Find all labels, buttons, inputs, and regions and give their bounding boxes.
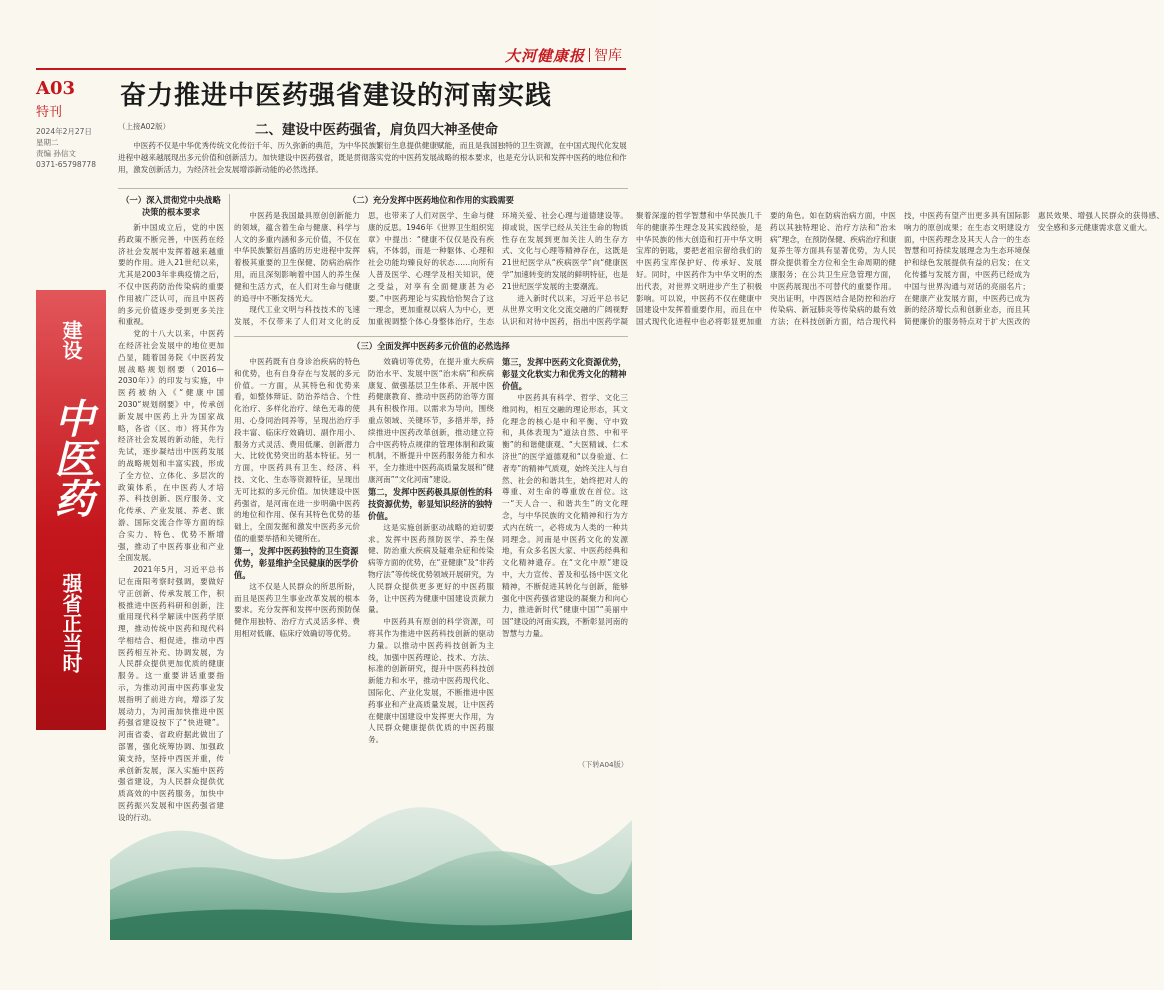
section-divider: [234, 336, 628, 337]
column-section-3a: [234, 356, 360, 756]
section-2-para-1: 中医药是我国最具原创创新能力的领域，蕴含着生命与健康、科学与人文的多重内涵和多元价值，不仅在中华民族繁衍昌盛的历史进程中发挥着极其重要的卫生保健、防病治病作用，而且深刻影响着中国人的养生保健和生活方式，在人们对生命与健康的追寻中不断发扬光大。: [234, 211, 360, 303]
section-3-sub1-heading: 第一，发挥中医药独特的卫生资源优势，彰显维护全民健康的医学价值。: [234, 545, 359, 580]
section-3-para-3: 中医药具有原创的科学资源，可将其作为推进中医药科技创新的驱动力量。以推动中医药科技创新为主线，加强中医药理论、技术、方法、标准的创新研究，提升中医药科技创新能力和水平，推动中医药现代化、国际化、产业化发展，不断推进中医药事业和产业高质量发展，让中医药在健康中国建设中发挥更大作用，为人民群众健康提供优质的中医药服务。: [368, 617, 494, 745]
masthead: [505, 44, 622, 66]
column-section-2: [234, 210, 1164, 334]
section-2-para-2: 现代工业文明与科技技术的飞速发展，不仅带来了人们对文化的反思，也带来了人们对医学、生命与健康的反思。1946年《世界卫生组织宪章》中提出：“健康不仅仅是没有疾病，不体弱，而是一种躯体、心理和社会功能均臻良好的状态……向所有人普及医学、心理学及相关知识，使之受益，对享有全面健康甚为必要。”中医药理论与实践恰恰契合了这一理念，更加重视以病人为中心，更加重视调整个体心身整体治疗，生态环境关爱、社会心理与道德建设等。抑或说，医学已经从关注生命的物质性存在发展到更加关注人的生存方式、文化与心理等精神存在，这既是21世纪医学从“疾病医学”向“健康医学”加速转变的发展的鲜明特征，也是21世纪医学发展的主要潮流。: [234, 211, 628, 327]
section-1-para-1: 新中国成立后，党的中医药政策不断完善，中医药在经济社会发展中发挥着越来越重要的作用。进入21世纪以来，尤其是2003年非典疫情之后，不仅中医药防治传染病的重要作用被广泛认可，而且中医药的多元价值逐步受到更多关注和重视。: [118, 223, 224, 327]
intro-divider: [118, 188, 628, 189]
section-3-sub3-heading: 第三，发挥中医药文化资源优势，彰显文化软实力和优秀文化的精神价值。: [502, 357, 627, 391]
section-3-sub1-text: 这不仅是人民群众的所思所盼，而且是医药卫生事业改革发展的根本要求。充分发挥和发挥中医药预防保健作用独特、治疗方式灵活多样、费用相对低廉、临床疗效确切等优势。: [234, 581, 360, 638]
page-number: A03: [36, 78, 76, 99]
issue-meta: [36, 126, 106, 170]
masthead-divider: [589, 48, 590, 62]
column-divider: [229, 194, 230, 754]
banner-calligraphy: 中医药: [48, 398, 95, 518]
column-section-3b: [368, 356, 494, 756]
continued-to-note: （下转A04版）: [577, 760, 628, 769]
issue-editor: 责编 孙信文: [36, 149, 76, 158]
banner-top-text: 建设: [59, 320, 83, 360]
section-2-heading: （二）充分发挥中医药地位和作用的实践需要: [348, 195, 514, 205]
page-title: 奋力推进中医药强省建设的河南实践: [120, 81, 553, 111]
section-1-heading: （一）深入贯彻党中央战略决策的根本要求: [121, 195, 221, 217]
section-3-heading: （三）全面发挥中医药多元价值的必然选择: [352, 341, 510, 351]
edition-label: 特刊: [36, 105, 63, 120]
section-3-para-1: 中医药既有自身诊治疾病的特色和优势，也有自身存在与发展的多元价值。一方面，从其特色和优势来看，如整体辩证、防治养结合、个性化治疗、多样化治疗、绿色无毒的使用、心身同治同养等，呈现出治疗手段丰富、临床疗效确切、副作用小、服务方式灵活、费用低廉、创新潜力大、比较优势突出的基本特征。另一方面，中医药具有卫生、经济、科技、文化、生态等资源特征，呈现出无可比拟的多元价值。加快建设中医药强省，是河南在进一步明确中医药的地位和作用、保有其特色优势的基础上，全面发掘和激发中医药多元价值的重要举措和关键所在。: [234, 357, 360, 543]
section-subtitle: 二、建设中医药强省，肩负四大神圣使命: [255, 122, 498, 138]
continued-from-note: （上接A02版）: [118, 122, 171, 131]
issue-phone: 0371-65798778: [36, 160, 96, 169]
section-1-para-3: 2021年5月，习近平总书记在南阳考察时强调，要做好守正创新、传承发展工作，积极推进中医药科研和创新，注重用现代科学解读中医药学原理，推动传统中医药和现代科学相结合、相促进，推动中西医药相互补充、协调发展，为人民群众提供更加优质的健康服务。这一重要讲话重要指示，为推动河南中医药事业发展指明了前进方向，增添了发展动力，为河南加快推进中医药强省建设按下了“快进键”。河南省委、省政府据此做出了部署，强化统筹协调、加强政策支持，坚持中西医并重，传承创新发展，深入实施中医药强省建设，为人民群众提供优质高效的中医药服务，加快中医药振兴发展和中医药强省建设的行动。: [118, 565, 224, 822]
issue-weekday: 星期二: [36, 138, 59, 147]
issue-date: 2024年2月27日: [36, 127, 92, 136]
section-3-para-2: 效确切等优势，在提升重大疾病防治水平、发展中医“治未病”和疾病康复、做强基层卫生体系、开展中医药健康教育、推动中医药防治等方面具有积极作用。以需求为导向，围绕重点领域、关键环节，多措并举，持续推进中医药改革创新，推动建立符合中医药特点规律的管理体制和政策机制，不断提升中医药服务能力和水平，全力推进中医药高质量发展和“健康河南”“文化河南”建设。: [368, 357, 494, 484]
masthead-section: 智库: [594, 48, 623, 64]
column-section-3c: [502, 356, 628, 756]
section-3-sub2-text: 这是实施创新驱动战略的迫切要求。发挥中医药预防医学、养生保健、防治重大疾病及疑难杂症和传染病等方面的优势，在“亚健康”及“非药物疗法”等传统优势领域开展研究，为人民群众提供更多更好的中医药服务，让中医药为健康中国建设贡献力量。: [368, 522, 494, 615]
section-2-para-3: 进入新时代以来，习近平总书记从世界文明文化交流交融的广阔视野认识和对待中医药，指出中医药学凝聚着深邃的哲学智慧和中华民族几千年的健康养生理念及其实践经验，是中华民族的伟大创造和打开中华文明宝库的钥匙，要把老祖宗留给我们的中医药宝库保护好、传承好、发展好。同时，中医药作为中华文明的杰出代表，对世界文明进步产生了积极影响。可以说，中医药不仅在健康中国建设中发挥着重要作用，而且在中国式现代化进程中也必将彰显更加重要的角色。如在防病治病方面，中医药以其独特理论、治疗方法和“治未病”理念，在预防保健、疾病治疗和康复养生等方面具有显著优势，为人民群众提供着全方位和全生命周期的健康服务；在公共卫生应急管理方面，中医药展现出不可替代的重要作用。突出证明，中西医结合是防控和治疗传染病、新冠肺炎等传染病的最有效方法；在科技创新方面，结合现代科技，中医药有望产出更多具有国际影响力的原创成果；在生态文明建设方面，中医药理念及其天人合一的生态智慧和可持续发展理念为生态环境保护和绿色发展提供有益的启发；在文化传播与发展方面，中医药已经成为中国与世界沟通与对话的亮丽名片；在健康产业发展方面，中医药已成为新的经济增长点和创新业态，而且其简便廉价的服务特点对于扩大医改的惠民效果、增强人民群众的获得感、安全感和多元健康需求意义重大。: [502, 211, 1164, 327]
landscape-illustration: [110, 750, 632, 940]
left-rail: [36, 70, 106, 930]
section-3-sub3-text: 中医药具有科学、哲学、文化三维同构，相互交融的理论形态，其文化理念的核心是中和平衡、守中致和，具体表现为“道法自然、中和平衡”的和谐健康观、“大医精诚、仁术济世”的医学道德观和“以身验道、仁者寿”的精神气质观，始终关注人与自然、社会的和谐共生，始终把对人的尊重、对生命的尊重放在首位。这一“天人合一、和谐共生”的文化理念，与中华民族的文化精神和行为方式内在统一，必将成为人类的一种共同理念。河南是中医药文化的发源地，有众多名医大家、中医药经典和文化精神遗存。在“文化中原”建设中，大力宣传、普及和弘扬中医文化精神，不断促进其转化与创新，能够强化中医药强省建设的凝聚力和向心力，推进新时代“健康中国”“美丽中国”建设的河南实践，不断彰显河南的智慧与力量。: [502, 393, 628, 638]
column-section-1: [118, 194, 224, 822]
intro-paragraph: 中医药不仅是中华优秀传统文化传衍千年、历久弥新的典范，为中华民族繁衍生息提供健康赋能，而且是我国独特的卫生资源，在中国式现代化发展进程中越来越展现出多元价值和创新活力。加快建设中医药强省，既是贯彻落实党的中医药发展战略的根本要求，也是充分认识和发挥中医药的地位和作用，激发创新活力，为经济社会发展增添新动能的必然选择。: [118, 141, 627, 174]
top-rule: [36, 68, 626, 70]
section-3-sub2-heading: 第二，发挥中医药极具原创性的科技资源优势，彰显知识经济的独特价值。: [368, 486, 493, 521]
masthead-brand: 大河健康报: [505, 46, 586, 65]
vertical-banner: [36, 290, 106, 730]
banner-bottom-text: 强省正当时: [59, 573, 83, 673]
section-1-para-2: 党的十八大以来，中医药在经济社会发展中的地位更加凸显，随着国务院《中医药发展战略规划纲要（2016—2030年）》的印发与实施，中医药被纳入《“健康中国2030”规划纲要》中，传承创新发展中医药上升为国家战略，各省（区、市）将其作为经济社会发展的新动能，先行先试，逐步凝结出中医药发展的战略规划和丰富实践，形成了全方位、立体化、多层次的政策体系，在中医药人才培养、科技创新、医疗服务、文化传承、产业发展、养老、旅游、国际交流合作等方面的综合实力、特色、优势不断增强，推动了中医药事业和产业全面发展。: [118, 329, 224, 563]
